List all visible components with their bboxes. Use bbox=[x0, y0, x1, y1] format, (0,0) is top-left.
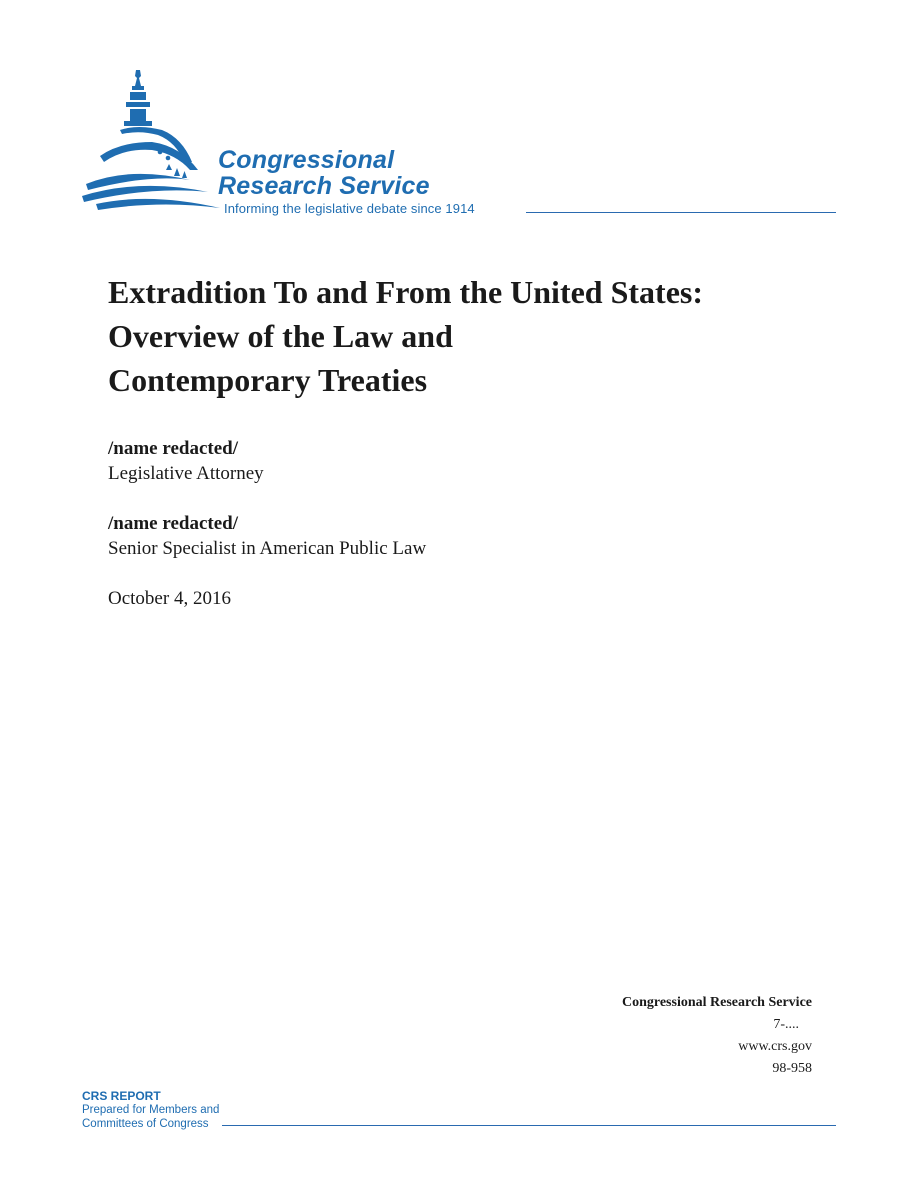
author-role: Senior Specialist in American Public Law bbox=[108, 538, 427, 559]
crs-info-block bbox=[512, 992, 812, 1080]
logo-name-line1: Congressional bbox=[218, 146, 395, 174]
capitol-dome-icon bbox=[80, 66, 220, 218]
report-title bbox=[108, 270, 828, 402]
logo-name-line2: Research Service bbox=[218, 172, 430, 200]
title-line-3: Contemporary Treaties bbox=[108, 362, 428, 398]
footer-rule bbox=[222, 1125, 836, 1126]
author-name: /name redacted/ bbox=[108, 438, 238, 459]
author-2 bbox=[108, 511, 426, 561]
footer-line-2: Prepared for Members and bbox=[82, 1104, 220, 1116]
footer-line-3: Committees of Congress bbox=[82, 1118, 209, 1130]
title-line-1: Extradition To and From the United States: bbox=[108, 274, 704, 310]
crs-org-name: Congressional Research Service bbox=[621, 995, 812, 1010]
title-line-2: Overview of the Law and bbox=[108, 318, 453, 354]
header-rule bbox=[526, 212, 836, 213]
crs-code: 7-.... bbox=[773, 1017, 799, 1032]
footer-line-1: CRS REPORT bbox=[82, 1089, 161, 1103]
logo-tagline: Informing the legislative debate since 1914 bbox=[224, 201, 475, 216]
report-number: 98-958 bbox=[772, 1061, 812, 1076]
report-date: October 4, 2016 bbox=[108, 588, 231, 609]
author-role: Legislative Attorney bbox=[108, 463, 264, 484]
author-1 bbox=[108, 436, 264, 486]
crs-website: www.crs.gov bbox=[738, 1039, 812, 1054]
footer-label bbox=[82, 1089, 219, 1131]
author-name: /name redacted/ bbox=[108, 513, 238, 534]
